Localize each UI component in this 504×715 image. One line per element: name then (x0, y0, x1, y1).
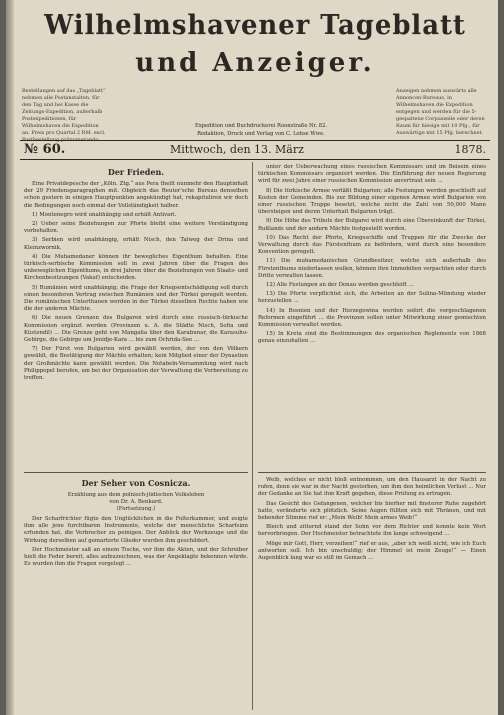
article-paragraph: 7) Der Fürst von Bulgarien wird gewählt werden, der von den Völkern gewählt, die Bestätigung der Mächte erhalten; kein Mitglied einer der Dynastien der Großmächte kann gewählt werden. Die Notabeln-Versammlung wird nach Philippopel berufen, um bei der Organisation der Verwaltung die Vorbereitung zu treffen. (24, 346, 248, 382)
story-paragraph: Der Scharfrichter fügte den Unglücklichen in die Folterkammer, und zeigte ihm alle jene furchtbaren Instrumente, welche der menschliche Scharfsinn erfunden hat, die Verbrecher zu peinigen. Der Anblick der Werkzeuge und die Wirkung derselben auf gemarterte Glieder wurden ihm geschildert. (24, 516, 248, 544)
publisher-info (136, 122, 386, 138)
story-heading: Der Seher von Cosnicza. (81, 478, 191, 488)
column-divider (252, 162, 253, 710)
masthead (20, 10, 490, 78)
subscription-note: Bestellungen auf das „Tageblatt“ nehmen alle Postanstalten, für den Tag und bei Kasse die Zeitungs-Expedition, außerhalb Postexpeditionen, für Wilhelmshaven die Expedition an. Preis pro Quartal 2 RM. excl. Postbestellung pränumerando. (22, 88, 106, 143)
section-rule (24, 472, 248, 473)
story-paragraph: Bleich und zitternd stand der Sohn vor dem Richter und konnte kein Wort hervorbringen. Der Hochmeister betrachtete ihn lange schweigend ... (258, 524, 486, 538)
story-byline: von Dr. A. Benkard. (109, 499, 163, 505)
publisher-editor: Redaktion, Druck und Verlag von C. Lohse Wwe. (197, 131, 325, 137)
story-paragraph: Der Hochmeister saß an einem Tische, vor ihm die Akten, und der Schreiber hielt die Feder bereit, alles aufzuzeichnen, was der Angeklagte bekennen würde. Es wurden ihm die Fragen vorgelegt ... (24, 546, 248, 568)
story-continuation: (Fortsetzung.) (116, 506, 156, 512)
masthead-title: Wilhelmshavener Tageblatt (44, 10, 466, 41)
article-paragraph: 13) Die Pforte verpflichtet sich, die Arbeiten an der Sulina-Mündung wieder herzustellen ... (258, 291, 486, 305)
article-heading: Der Frieden. (107, 167, 165, 177)
article-paragraph: 8) Die türkische Armee verläßt Bulgarien; alle Festungen werden geschleift auf Kosten der Gemeinden. Bis zur Bildung einer eigenen Armee wird Bulgarien von einer russischen Truppe besetzt, welche nicht die Zahl von 50,000 Mann übersteigen und deren Unterhalt Bulgarien trägt. (258, 187, 486, 216)
page-binding-edge (6, 0, 14, 715)
issue-date: Mittwoch, den 13. März (170, 143, 304, 156)
advertising-note: Anzeigen nehmen auswärts alle Annoncen-Bureaus, in Wilhelmshaven die Expedition entgegen und werden für die 5-gespaltene Corpuszeile oder deren Raum für hiesige mit 10 Pfg., für Auswärtige mit 15 Pfg. berechnet. (396, 88, 485, 136)
issue-year: 1878. (454, 143, 486, 156)
article-paragraph: 1) Montenegro wird unabhängig und erhält Antivari. (32, 211, 177, 218)
article-paragraph: 9) Die Höhe des Tributs der Bulgarei wird durch eine Übereinkunft der Türkei, Rußlands und der andern Mächte festgestellt werden. (258, 218, 486, 232)
article-paragraph: 6) Die neuen Grenzen des Bulgaren wird durch eine russisch-türkische Kommission ergänzt werden (Provinzen u. A. die Städte Nisch, Sofia und Küstendil) ... Die Grenze geht von Mangalia über den Karabunar, die Karasuhu-Gebirge, die Gebirge um Jenidje-Kara ... bis zum Ochrida-See ... (24, 315, 248, 344)
article-paragraph: 5) Rumänien wird unabhängig; die Frage der Kriegsentschädigung soll durch einen besonderen Vertrag zwischen Rumänien und der Türkei geregelt werden. Die rumänischen Unterthanen werden in der Türkei dieselben Rechte haben wie die der anderen Mächte. (24, 284, 248, 313)
article-paragraph: 3) Serbien wird unabhängig, erhält Nisch, den Talweg der Drina und Kleinzwornik. (24, 237, 248, 251)
story-paragraph: Möge mir Gott, Herr, verzeihen!“ rief er aus, „aber ich weiß nicht, wie ich Euch antworten soll. Ich bin unschuldig; der Himmel ist mein Zeuge!“ — Einen Augenblick lang war es still im Gemach ... (258, 540, 486, 562)
story-subtitle: Erzählung aus dem polnisch-jüdischen Volksleben (67, 492, 205, 498)
left-column (24, 164, 248, 384)
article-paragraph: 11) Die muhamedanischen Grundbesitzer, welche sich außerhalb des Fürstenthums niederlassen wollen, können ihre Immobilien verpachten oder durch Dritte verwalten lassen. (258, 258, 486, 279)
section-rule (258, 472, 486, 473)
article-paragraph: 14) In Bosnien und der Herzegowina werden sofort die vorgeschlagenen Reformen eingeführt ... die Provinzen sollen unter Mitwirkung einer gemischten Kommission verwaltet werden. (258, 307, 486, 329)
story-paragraph: Das Gesicht des Gefangenen, welcher bis hierher mit finsterer Ruhe zugehört hatte, veränderte sich plötzlich. Seine Augen füllten sich mit Thränen, und mit bebender Stimme rief er: „Mein Weib! Mein armes Weib!“ (258, 500, 486, 522)
issue-number: № 60. (24, 142, 66, 157)
story-paragraph: Weib, welches er nicht bloß entnommen, um den Hausarzt in der Nacht zu rufen, denn sie war in der Nacht gestorben, um ihm den heimlichen Verlust ... Nur der Gedanke an Sie hat ihm Kraft gegeben, diese Prüfung zu ertragen. (258, 477, 486, 498)
masthead-subtitle: und Anzeiger. (135, 48, 375, 78)
article-paragraph: Eine Privatdepesche der „Köln. Ztg.“ aus Pera theilt nunmehr den Hauptinhalt der 29 Friedensparagraphen mit. Obgleich das Reuter'sche Bureau denselben schon gestern in einigen Hauptpunkten angekündigt hat, rekapituliren wir doch die Bedingungen noch einmal der Vollständigkeit halber. (24, 181, 248, 209)
right-feuilleton-column (258, 468, 486, 564)
article-paragraph: 4) Die Muhamedaner können ihr bewegliches Eigenthum behalten. Eine türkisch-serbische Kommission soll in zwei Jahren über die Fragen des unbeweglichen Eigenthums, in drei Jahren über die Beziehungen von Staats- und Kirchenbesitzungen (Vakuf) entscheiden. (24, 253, 248, 282)
newspaper-page (6, 0, 498, 715)
article-paragraph: unter der Ueberwachung eines russischen Kommissars und im Beisein eines türkischen Kommissars organisirt werden. Die Einführung der neuen Regierung wird für zwei Jahre einer russischen Kommission anvertraut sein ... (258, 164, 486, 185)
article-paragraph: 15) In Kreta sind die Bestimmungen des organischen Reglements von 1868 genau einzuhalten ... (258, 331, 486, 345)
right-column (258, 164, 486, 348)
dateline (20, 140, 490, 160)
publisher-address: Expedition und Buchdruckerei Roonstraße Nr. 82. (194, 123, 328, 129)
feuilleton-column (24, 468, 248, 570)
article-paragraph: 2) Ueber seine Beziehungen zur Pforte bleibt eine weitere Verständigung vorbehalten. (24, 221, 248, 235)
article-paragraph: 10) Das Recht der Pforte, Kriegsschiffe und Truppen für die Zwecke der Verwaltung durch das Fürstenthum zu befördern, wird durch eine besondere Konvention geregelt. (258, 234, 486, 256)
article-paragraph: 12) Alle Festungen an der Donau werden geschleift ... (266, 282, 414, 289)
